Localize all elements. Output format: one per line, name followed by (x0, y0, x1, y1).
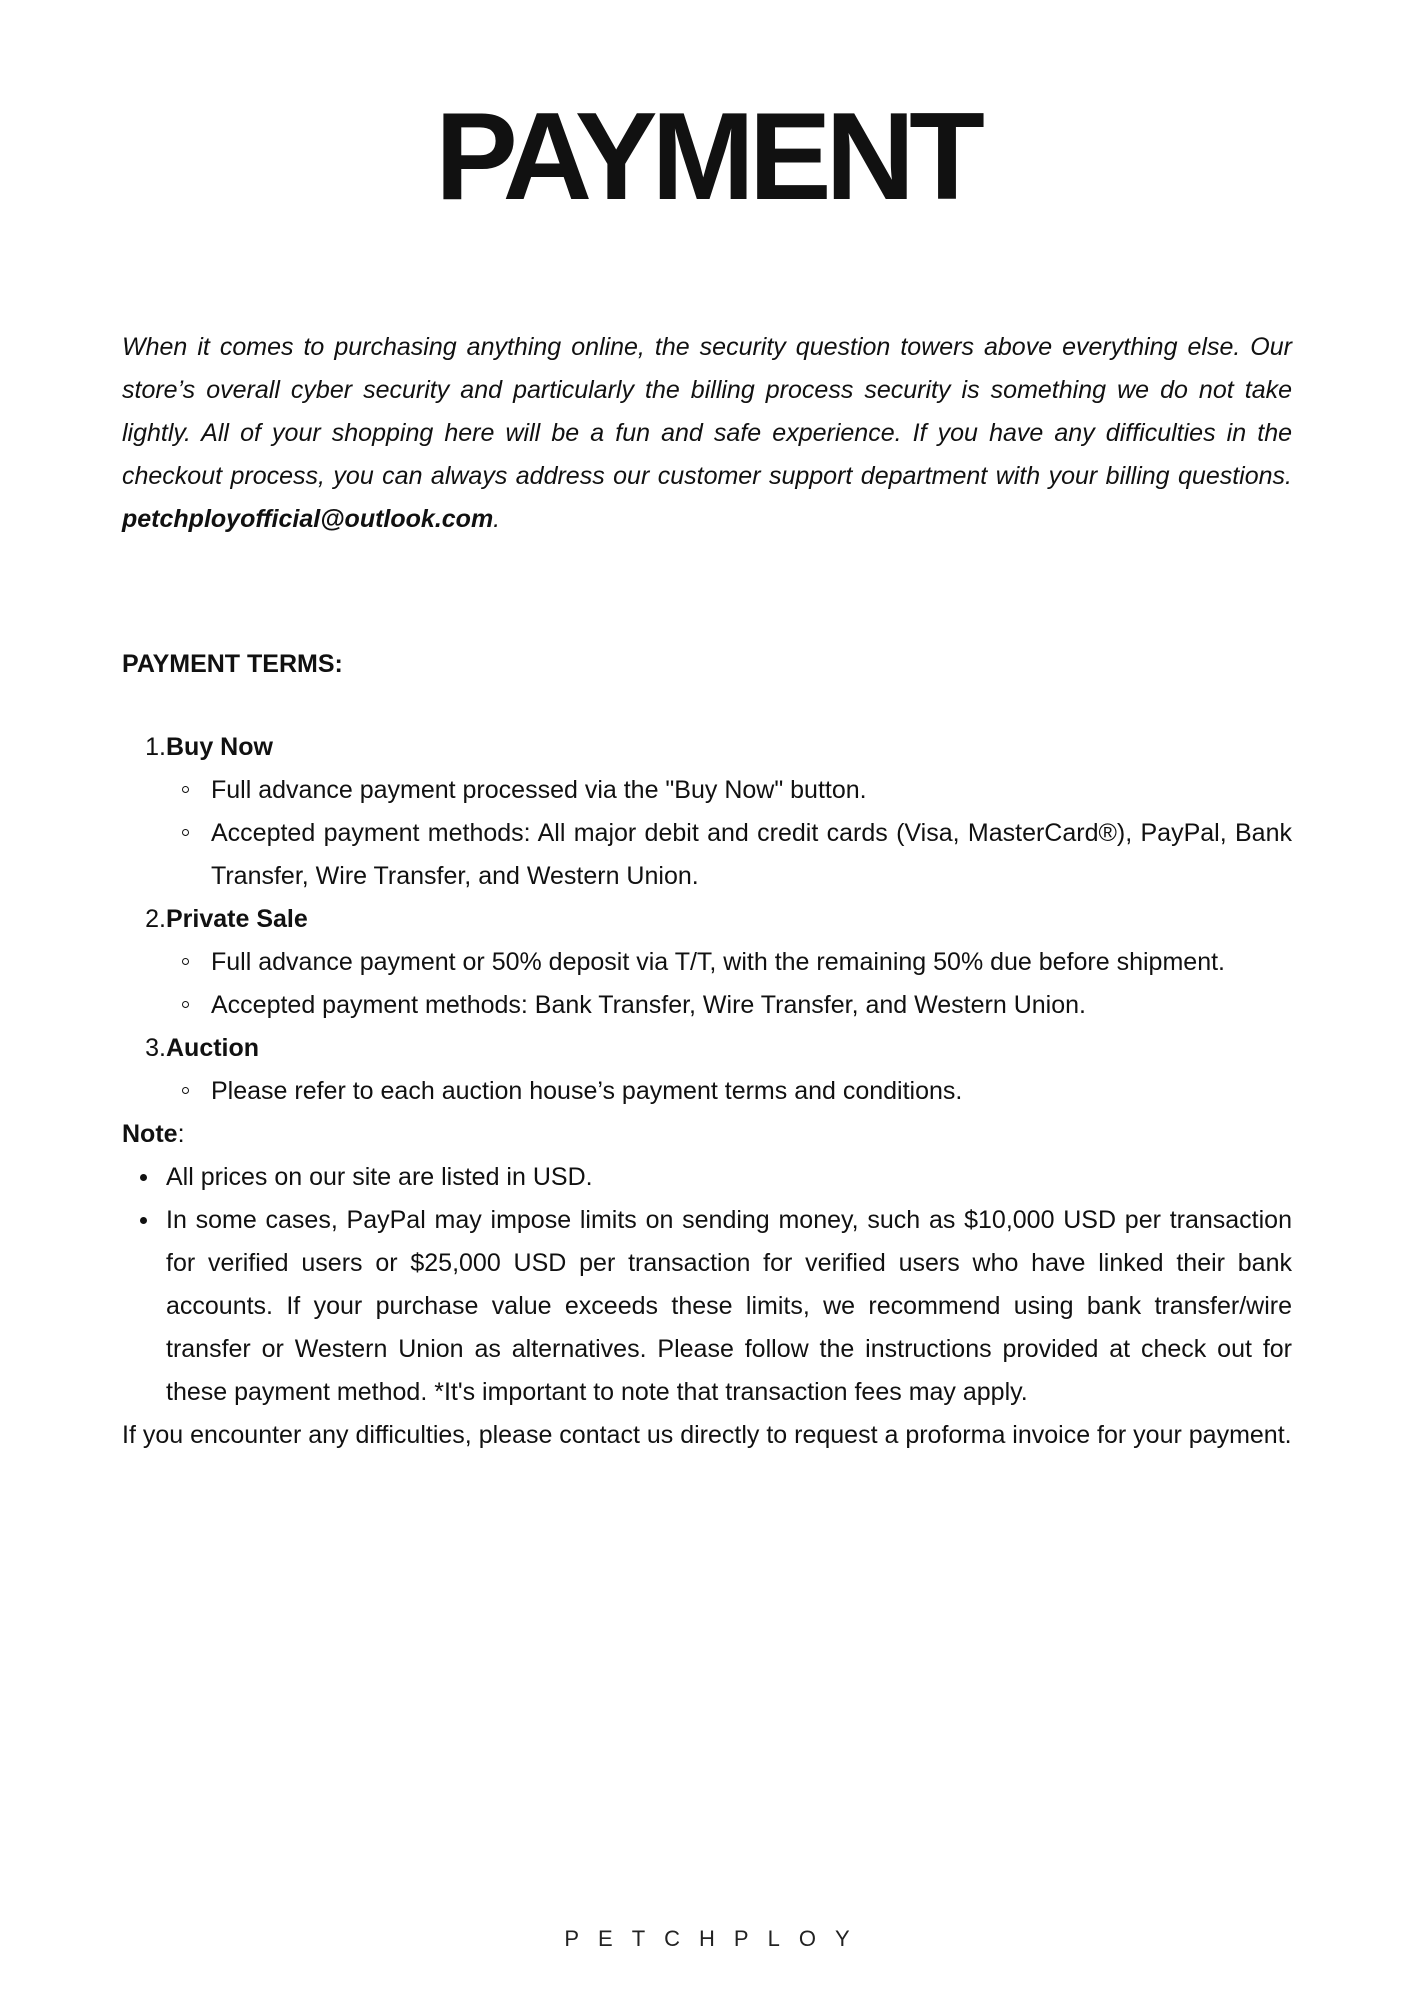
page-title: PAYMENT (435, 88, 979, 226)
term-points (122, 1070, 1292, 1113)
circle-bullet-icon (182, 786, 189, 793)
term-title: Auction (166, 1034, 260, 1062)
note-colon: : (177, 1120, 185, 1148)
term-item-auction (122, 1027, 1292, 1113)
term-point-text: Full advance payment or 50% deposit via T/T, with the remaining 50% due before shipment. (211, 948, 1225, 976)
term-point (122, 812, 1292, 898)
term-point (122, 984, 1292, 1027)
dot-bullet-icon (140, 1174, 147, 1181)
circle-bullet-icon (182, 829, 189, 836)
term-point (122, 769, 1292, 812)
closing-paragraph: If you encounter any difficulties, please contact us directly to request a proforma invoice for your payment. (122, 1421, 1292, 1449)
circle-bullet-icon (182, 958, 189, 965)
note-item (122, 1199, 1292, 1414)
support-email-link[interactable]: petchployofficial@outlook.com (122, 505, 494, 533)
note-heading (122, 1113, 1292, 1156)
document-body (122, 326, 1292, 1457)
dot-bullet-icon (140, 1217, 147, 1224)
term-item-buy-now (122, 726, 1292, 898)
note-item-text: In some cases, PayPal may impose limits on sending money, such as $10,000 USD per transaction for verified users or $25,000 USD per transaction for verified users who have linked their bank accounts. If your purchase value exceeds these limits, we recommend using bank transfer/wire transfer or Western Union as alternatives. Please follow the instructions provided at check out for these payment method. *It's important to note that transaction fees may apply. (166, 1206, 1292, 1406)
term-number: 1. (145, 733, 166, 761)
term-title: Buy Now (166, 733, 273, 761)
payment-terms-list (122, 726, 1292, 1113)
term-points (122, 769, 1292, 898)
intro-end: . (493, 505, 501, 533)
footer-brand: PETCHPLOY (564, 1926, 869, 1951)
term-point (122, 1070, 1292, 1113)
term-point-text: Full advance payment processed via the "Buy Now" button. (211, 776, 867, 804)
circle-bullet-icon (182, 1087, 189, 1094)
term-item-private-sale (122, 898, 1292, 1027)
note-list (122, 1156, 1292, 1414)
payment-terms-heading: PAYMENT TERMS: (122, 650, 343, 678)
term-point-text: Accepted payment methods: All major debit and credit cards (Visa, MasterCard®), PayPal, Bank Transfer, Wire Transfer, and Western Union. (211, 819, 1292, 890)
term-title: Private Sale (166, 905, 308, 933)
term-number: 3. (145, 1034, 166, 1062)
circle-bullet-icon (182, 1001, 189, 1008)
term-point (122, 941, 1292, 984)
intro-paragraph (122, 326, 1292, 541)
term-points (122, 941, 1292, 1027)
term-point-text: Accepted payment methods: Bank Transfer, Wire Transfer, and Western Union. (211, 991, 1086, 1019)
note-item (122, 1156, 1292, 1199)
term-number: 2. (145, 905, 166, 933)
note-item-text: All prices on our site are listed in USD. (166, 1163, 593, 1191)
intro-text: When it comes to purchasing anything online, the security question towers above everything else. Our store’s overall cyber security and particularly the billing process security is something we do not take lightly. All of your shopping here will be a fun and safe experience. If you have any difficulties in the checkout process, you can always address our customer support department with your billing questions. (122, 333, 1292, 490)
term-point-text: Please refer to each auction house’s payment terms and conditions. (211, 1077, 963, 1105)
note-label: Note (122, 1120, 178, 1148)
